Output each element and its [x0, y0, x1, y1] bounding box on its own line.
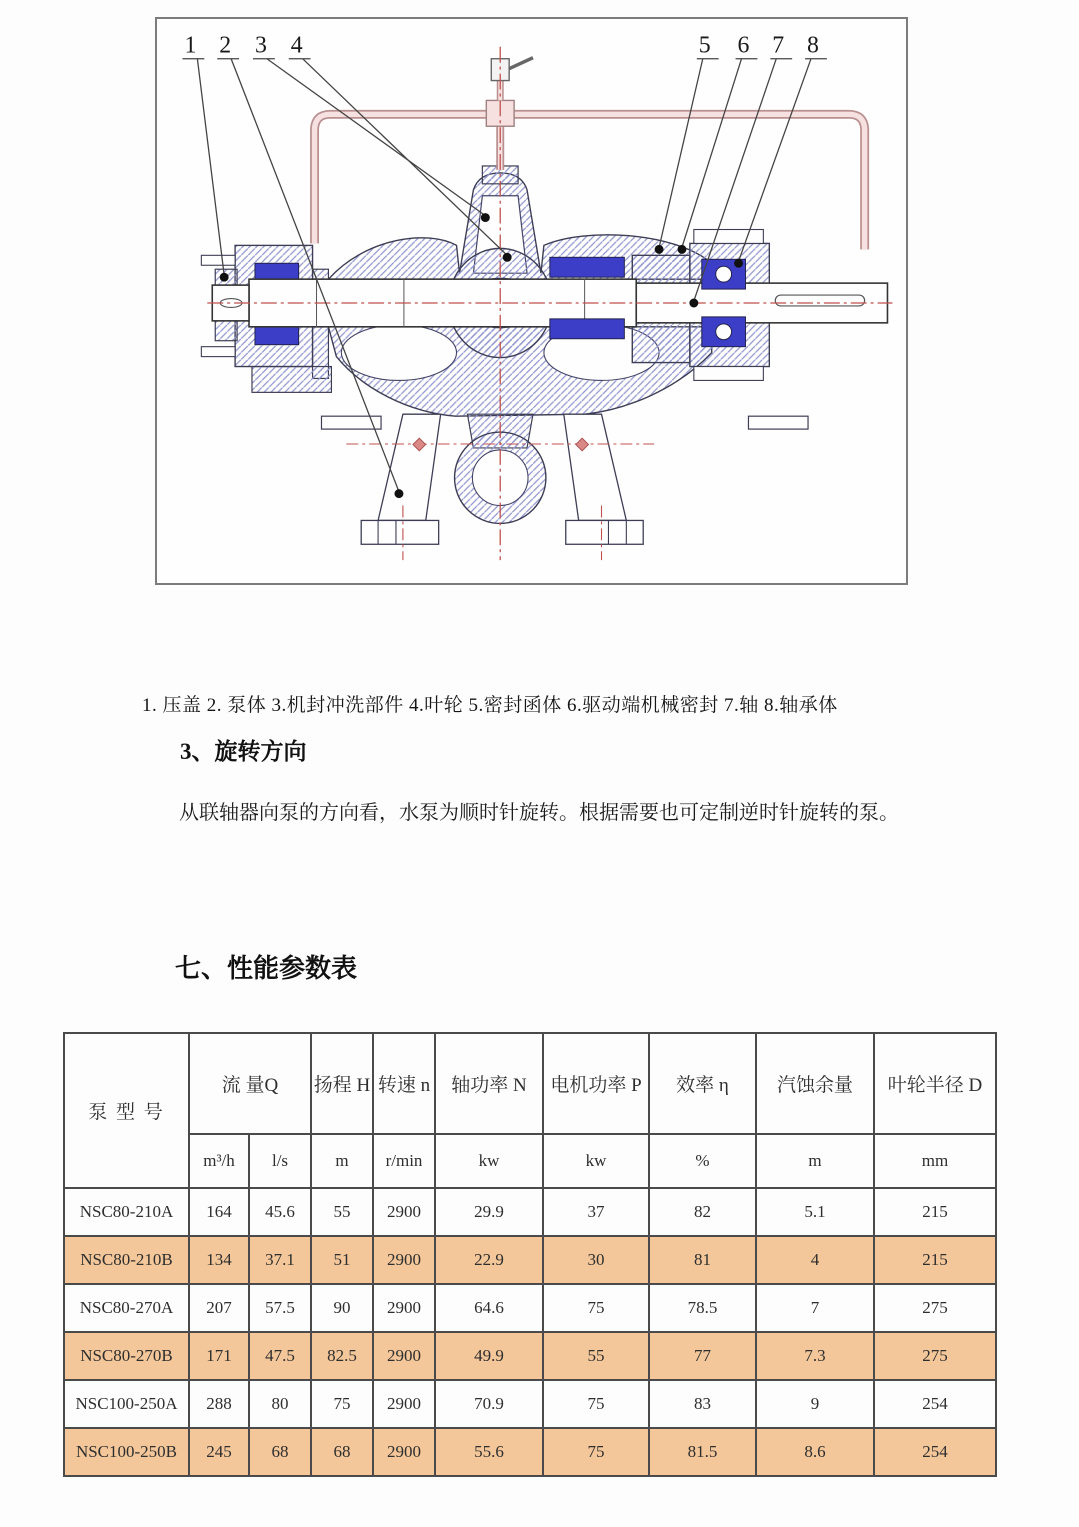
value-cell: 2900: [373, 1188, 435, 1236]
header-speed: 转速 n: [373, 1033, 435, 1134]
bearing-ball-upper: [716, 266, 732, 282]
value-cell: 30: [543, 1236, 649, 1284]
pump-drawing: [157, 19, 906, 583]
pump-model-cell: NSC100-250A: [64, 1380, 189, 1428]
bearing-bottom-studs: [694, 367, 764, 381]
rotation-paragraph: 从联轴器向泵的方向看，水泵为顺时针旋转。根据需要也可定制逆时针旋转的泵。: [179, 802, 899, 824]
header-impeller-radius: 叶轮半径 D: [874, 1033, 996, 1134]
table-units-row: [64, 1134, 996, 1188]
bearing-ball-lower: [716, 324, 732, 340]
callout-6: 6: [737, 32, 750, 59]
keyway: [775, 295, 864, 306]
value-cell: 171: [189, 1332, 249, 1380]
header-shaft-power: 轴功率 N: [435, 1033, 543, 1134]
value-cell: 254: [874, 1428, 996, 1476]
value-cell: 254: [874, 1380, 996, 1428]
foot-right: [566, 520, 643, 544]
value-cell: 2900: [373, 1332, 435, 1380]
value-cell: 75: [311, 1380, 373, 1428]
value-cell: 78.5: [649, 1284, 756, 1332]
callout-7: 7: [772, 32, 785, 59]
value-cell: 45.6: [249, 1188, 311, 1236]
unit-m3h: m³/h: [189, 1134, 249, 1188]
unit-ls: l/s: [249, 1134, 311, 1188]
value-cell: 68: [311, 1428, 373, 1476]
parts-legend: 1. 压盖 2. 泵体 3.机封冲洗部件 4.叶轮 5.密封函体 6.驱动端机械密封 7.轴 8.轴承体: [142, 695, 838, 716]
flush-pipe-outline: [315, 114, 865, 249]
value-cell: 37.1: [249, 1236, 311, 1284]
mech-seal-lower: [550, 319, 624, 339]
value-cell: 7.3: [756, 1332, 874, 1380]
value-cell: 51: [311, 1236, 373, 1284]
table-group-header-row: [64, 1033, 996, 1134]
callout-3: 3: [254, 32, 267, 59]
unit-m: m: [311, 1134, 373, 1188]
performance-table: [63, 1032, 997, 1477]
table-row: [64, 1188, 996, 1236]
left-lower-flange: [252, 367, 331, 393]
table-row: [64, 1332, 996, 1380]
leg-right: [564, 414, 627, 520]
table-row: [64, 1428, 996, 1476]
bearing-top-studs: [694, 230, 764, 244]
flange-bolt-right: [748, 416, 808, 429]
left-stud-top: [201, 255, 235, 265]
value-cell: 81: [649, 1236, 756, 1284]
suction-passage-left: [341, 325, 456, 381]
value-cell: 47.5: [249, 1332, 311, 1380]
foot-left: [361, 520, 438, 544]
header-npsh: 汽蚀余量: [756, 1033, 874, 1134]
unit-kw-shaft: kw: [435, 1134, 543, 1188]
pump-cross-section-diagram: [155, 17, 908, 585]
unit-percent: %: [649, 1134, 756, 1188]
value-cell: 4: [756, 1236, 874, 1284]
callout-1: 1: [184, 32, 197, 59]
table-row: [64, 1380, 996, 1428]
value-cell: 55: [543, 1332, 649, 1380]
unit-mm: mm: [874, 1134, 996, 1188]
value-cell: 68: [249, 1428, 311, 1476]
header-pump-model: 泵 型 号: [64, 1033, 189, 1188]
value-cell: 77: [649, 1332, 756, 1380]
leg-left: [378, 414, 441, 520]
table-row: [64, 1284, 996, 1332]
value-cell: 134: [189, 1236, 249, 1284]
value-cell: 55: [311, 1188, 373, 1236]
value-cell: 207: [189, 1284, 249, 1332]
value-cell: 288: [189, 1380, 249, 1428]
value-cell: 49.9: [435, 1332, 543, 1380]
value-cell: 164: [189, 1188, 249, 1236]
table-row: [64, 1236, 996, 1284]
value-cell: 9: [756, 1380, 874, 1428]
header-head: 扬程 H: [311, 1033, 373, 1134]
callout-8: 8: [807, 32, 819, 59]
flush-pipe: [315, 114, 865, 249]
value-cell: 80: [249, 1380, 311, 1428]
value-cell: 215: [874, 1236, 996, 1284]
value-cell: 75: [543, 1428, 649, 1476]
value-cell: 82.5: [311, 1332, 373, 1380]
unit-kw-motor: kw: [543, 1134, 649, 1188]
valve-handle: [509, 58, 533, 69]
value-cell: 55.6: [435, 1428, 543, 1476]
pump-model-cell: NSC80-210A: [64, 1188, 189, 1236]
value-cell: 29.9: [435, 1188, 543, 1236]
performance-heading: 七、性能参数表: [175, 954, 358, 983]
value-cell: 22.9: [435, 1236, 543, 1284]
value-cell: 70.9: [435, 1380, 543, 1428]
value-cell: 81.5: [649, 1428, 756, 1476]
header-flow: 流 量Q: [189, 1033, 311, 1134]
value-cell: 82: [649, 1188, 756, 1236]
value-cell: 2900: [373, 1236, 435, 1284]
callout-4: 4: [290, 32, 303, 59]
value-cell: 57.5: [249, 1284, 311, 1332]
pump-model-cell: NSC80-270B: [64, 1332, 189, 1380]
value-cell: 83: [649, 1380, 756, 1428]
header-motor-power: 电机功率 P: [543, 1033, 649, 1134]
value-cell: 8.6: [756, 1428, 874, 1476]
value-cell: 215: [874, 1188, 996, 1236]
value-cell: 5.1: [756, 1188, 874, 1236]
value-cell: 275: [874, 1332, 996, 1380]
value-cell: 75: [543, 1380, 649, 1428]
value-cell: 37: [543, 1188, 649, 1236]
table-body: [64, 1188, 996, 1476]
pump-model-cell: NSC80-210B: [64, 1236, 189, 1284]
value-cell: 64.6: [435, 1284, 543, 1332]
value-cell: 275: [874, 1284, 996, 1332]
value-cell: 75: [543, 1284, 649, 1332]
value-cell: 90: [311, 1284, 373, 1332]
callout-5: 5: [698, 32, 711, 59]
unit-rmin: r/min: [373, 1134, 435, 1188]
callout-2: 2: [219, 32, 232, 59]
value-cell: 245: [189, 1428, 249, 1476]
mech-seal-upper: [550, 257, 624, 277]
rotation-heading: 3、旋转方向: [180, 739, 307, 764]
value-cell: 2900: [373, 1428, 435, 1476]
value-cell: 2900: [373, 1284, 435, 1332]
value-cell: 2900: [373, 1380, 435, 1428]
header-efficiency: 效率 η: [649, 1033, 756, 1134]
pump-model-cell: NSC80-270A: [64, 1284, 189, 1332]
left-stud-bottom: [201, 347, 235, 357]
unit-npsh-m: m: [756, 1134, 874, 1188]
pump-model-cell: NSC100-250B: [64, 1428, 189, 1476]
value-cell: 7: [756, 1284, 874, 1332]
